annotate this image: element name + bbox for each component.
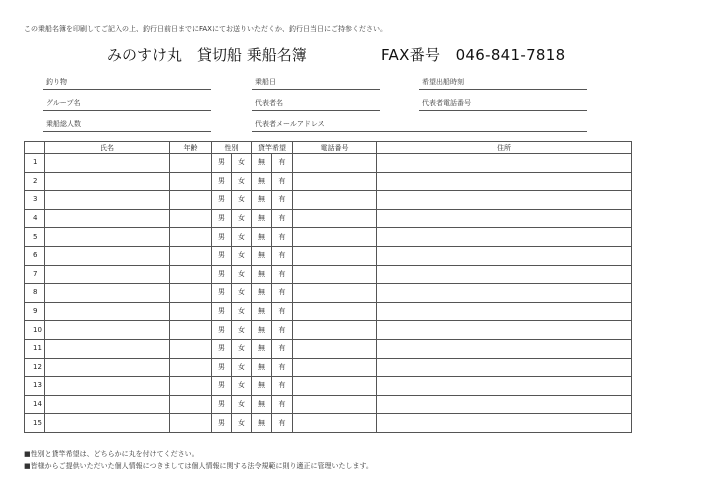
rental-yes-option[interactable]: 有 <box>272 265 293 284</box>
phone-cell[interactable] <box>293 377 377 396</box>
table-row <box>25 265 632 284</box>
age-cell[interactable] <box>170 395 212 414</box>
gender-female-option[interactable]: 女 <box>232 358 252 377</box>
gender-male-option[interactable]: 男 <box>212 339 232 358</box>
address-cell[interactable] <box>377 395 632 414</box>
address-cell[interactable] <box>377 339 632 358</box>
rental-yes-option[interactable]: 有 <box>272 284 293 303</box>
name-cell[interactable] <box>45 395 170 414</box>
row-number: 7 <box>25 265 45 284</box>
age-cell[interactable] <box>170 209 212 228</box>
address-cell[interactable] <box>377 191 632 210</box>
header-rental: 貸竿希望 <box>252 142 293 154</box>
table-row <box>25 395 632 414</box>
name-cell[interactable] <box>45 358 170 377</box>
gender-male-option[interactable]: 男 <box>212 414 232 433</box>
rental-no-option[interactable]: 無 <box>252 228 272 247</box>
fish-field[interactable] <box>43 77 211 90</box>
address-cell[interactable] <box>377 228 632 247</box>
gender-male-option[interactable]: 男 <box>212 246 232 265</box>
count-label: 乗船総人数 <box>46 120 81 128</box>
table-row <box>25 172 632 191</box>
rental-no-option[interactable]: 無 <box>252 172 272 191</box>
gender-female-option[interactable]: 女 <box>232 265 252 284</box>
rental-yes-option[interactable]: 有 <box>272 302 293 321</box>
footnote-privacy: ■皆様からご提供いただいた個人情報につきましては個人情報に関する法令規範に則り適正に管理いたします。 <box>24 462 373 470</box>
rental-yes-option[interactable]: 有 <box>272 154 293 173</box>
table-row <box>25 302 632 321</box>
gender-male-option[interactable]: 男 <box>212 228 232 247</box>
row-number: 14 <box>25 395 45 414</box>
age-cell[interactable] <box>170 154 212 173</box>
age-cell[interactable] <box>170 246 212 265</box>
rental-yes-option[interactable]: 有 <box>272 209 293 228</box>
rental-no-option[interactable]: 無 <box>252 246 272 265</box>
name-cell[interactable] <box>45 228 170 247</box>
group-label: グループ名 <box>46 99 81 107</box>
gender-male-option[interactable]: 男 <box>212 358 232 377</box>
table-row <box>25 377 632 396</box>
address-cell[interactable] <box>377 302 632 321</box>
phone-cell[interactable] <box>293 246 377 265</box>
phone-cell[interactable] <box>293 302 377 321</box>
name-cell[interactable] <box>45 154 170 173</box>
date-label: 乗船日 <box>255 78 276 86</box>
gender-female-option[interactable]: 女 <box>232 321 252 340</box>
name-cell[interactable] <box>45 414 170 433</box>
rental-yes-option[interactable]: 有 <box>272 377 293 396</box>
gender-female-option[interactable]: 女 <box>232 284 252 303</box>
phone-cell[interactable] <box>293 172 377 191</box>
age-cell[interactable] <box>170 284 212 303</box>
header-phone: 電話番号 <box>293 142 377 154</box>
age-cell[interactable] <box>170 358 212 377</box>
header-name: 氏名 <box>45 142 170 154</box>
table-row <box>25 209 632 228</box>
phone-cell[interactable] <box>293 395 377 414</box>
rental-no-option[interactable]: 無 <box>252 265 272 284</box>
gender-male-option[interactable]: 男 <box>212 172 232 191</box>
name-cell[interactable] <box>45 265 170 284</box>
address-cell[interactable] <box>377 154 632 173</box>
gender-female-option[interactable]: 女 <box>232 228 252 247</box>
row-number: 15 <box>25 414 45 433</box>
rental-no-option[interactable]: 無 <box>252 191 272 210</box>
gender-male-option[interactable]: 男 <box>212 321 232 340</box>
name-cell[interactable] <box>45 321 170 340</box>
row-number: 12 <box>25 358 45 377</box>
phone-cell[interactable] <box>293 284 377 303</box>
phone-cell[interactable] <box>293 265 377 284</box>
time-label: 希望出船時刻 <box>422 78 464 86</box>
gender-female-option[interactable]: 女 <box>232 191 252 210</box>
gender-female-option[interactable]: 女 <box>232 246 252 265</box>
table-row <box>25 154 632 173</box>
address-cell[interactable] <box>377 172 632 191</box>
gender-male-option[interactable]: 男 <box>212 209 232 228</box>
rep-phone-label: 代表者電話番号 <box>422 99 471 107</box>
address-cell[interactable] <box>377 284 632 303</box>
rental-no-option[interactable]: 無 <box>252 414 272 433</box>
rental-no-option[interactable]: 無 <box>252 358 272 377</box>
age-cell[interactable] <box>170 377 212 396</box>
rental-yes-option[interactable]: 有 <box>272 358 293 377</box>
rep-name-field[interactable] <box>252 98 380 111</box>
form-title: みのすけ丸 貸切船 乗船名簿 <box>107 46 307 64</box>
rep-phone-field[interactable] <box>419 98 587 111</box>
address-cell[interactable] <box>377 358 632 377</box>
gender-male-option[interactable]: 男 <box>212 377 232 396</box>
phone-cell[interactable] <box>293 228 377 247</box>
gender-female-option[interactable]: 女 <box>232 339 252 358</box>
instruction-note: この乗船名簿を印刷してご記入の上、釣行日前日までにFAXにてお送りいただくか、釣行日当日にご持参ください。 <box>24 25 387 33</box>
row-number: 2 <box>25 172 45 191</box>
address-cell[interactable] <box>377 265 632 284</box>
gender-male-option[interactable]: 男 <box>212 302 232 321</box>
address-cell[interactable] <box>377 209 632 228</box>
address-cell[interactable] <box>377 414 632 433</box>
time-field[interactable] <box>419 77 587 90</box>
gender-male-option[interactable]: 男 <box>212 284 232 303</box>
rental-no-option[interactable]: 無 <box>252 154 272 173</box>
row-number: 1 <box>25 154 45 173</box>
name-cell[interactable] <box>45 302 170 321</box>
rental-no-option[interactable]: 無 <box>252 321 272 340</box>
rental-yes-option[interactable]: 有 <box>272 228 293 247</box>
rental-no-option[interactable]: 無 <box>252 395 272 414</box>
fax-number: FAX番号 046-841-7818 <box>381 46 566 64</box>
phone-cell[interactable] <box>293 154 377 173</box>
header-number <box>25 142 45 154</box>
name-cell[interactable] <box>45 377 170 396</box>
header-address: 住所 <box>377 142 632 154</box>
table-row <box>25 339 632 358</box>
rep-email-label: 代表者メールアドレス <box>255 120 325 128</box>
gender-male-option[interactable]: 男 <box>212 154 232 173</box>
age-cell[interactable] <box>170 265 212 284</box>
address-cell[interactable] <box>377 321 632 340</box>
rep-name-label: 代表者名 <box>255 99 283 107</box>
table-row <box>25 191 632 210</box>
address-cell[interactable] <box>377 377 632 396</box>
gender-female-option[interactable]: 女 <box>232 209 252 228</box>
table-row <box>25 321 632 340</box>
rental-yes-option[interactable]: 有 <box>272 191 293 210</box>
rental-yes-option[interactable]: 有 <box>272 339 293 358</box>
age-cell[interactable] <box>170 172 212 191</box>
rental-no-option[interactable]: 無 <box>252 377 272 396</box>
gender-male-option[interactable]: 男 <box>212 191 232 210</box>
table-header-row <box>25 142 632 154</box>
gender-female-option[interactable]: 女 <box>232 172 252 191</box>
phone-cell[interactable] <box>293 191 377 210</box>
row-number: 9 <box>25 302 45 321</box>
rep-email-field[interactable] <box>252 119 587 132</box>
age-cell[interactable] <box>170 321 212 340</box>
fish-label: 釣り物 <box>46 78 67 86</box>
name-cell[interactable] <box>45 246 170 265</box>
footnote-circle-instruction: ■性別と貸竿希望は、どちらかに丸を付けてください。 <box>24 450 199 458</box>
table-row <box>25 284 632 303</box>
rental-no-option[interactable]: 無 <box>252 302 272 321</box>
row-number: 5 <box>25 228 45 247</box>
table-row <box>25 228 632 247</box>
rental-yes-option[interactable]: 有 <box>272 414 293 433</box>
gender-female-option[interactable]: 女 <box>232 414 252 433</box>
rental-no-option[interactable]: 無 <box>252 284 272 303</box>
gender-female-option[interactable]: 女 <box>232 395 252 414</box>
row-number: 6 <box>25 246 45 265</box>
count-field[interactable] <box>43 119 211 132</box>
row-number: 13 <box>25 377 45 396</box>
table-row <box>25 246 632 265</box>
phone-cell[interactable] <box>293 339 377 358</box>
header-gender: 性別 <box>212 142 252 154</box>
row-number: 11 <box>25 339 45 358</box>
age-cell[interactable] <box>170 191 212 210</box>
row-number: 8 <box>25 284 45 303</box>
rental-yes-option[interactable]: 有 <box>272 395 293 414</box>
phone-cell[interactable] <box>293 209 377 228</box>
gender-male-option[interactable]: 男 <box>212 395 232 414</box>
phone-cell[interactable] <box>293 358 377 377</box>
header-age: 年齢 <box>170 142 212 154</box>
gender-female-option[interactable]: 女 <box>232 154 252 173</box>
rental-no-option[interactable]: 無 <box>252 339 272 358</box>
rental-yes-option[interactable]: 有 <box>272 172 293 191</box>
table-row <box>25 358 632 377</box>
name-cell[interactable] <box>45 191 170 210</box>
date-field[interactable] <box>252 77 380 90</box>
phone-cell[interactable] <box>293 321 377 340</box>
age-cell[interactable] <box>170 228 212 247</box>
group-field[interactable] <box>43 98 211 111</box>
gender-female-option[interactable]: 女 <box>232 302 252 321</box>
address-cell[interactable] <box>377 246 632 265</box>
passenger-table <box>24 141 632 433</box>
name-cell[interactable] <box>45 339 170 358</box>
table-row <box>25 414 632 433</box>
age-cell[interactable] <box>170 414 212 433</box>
row-number: 4 <box>25 209 45 228</box>
row-number: 10 <box>25 321 45 340</box>
phone-cell[interactable] <box>293 414 377 433</box>
rental-yes-option[interactable]: 有 <box>272 246 293 265</box>
gender-female-option[interactable]: 女 <box>232 377 252 396</box>
rental-yes-option[interactable]: 有 <box>272 321 293 340</box>
name-cell[interactable] <box>45 284 170 303</box>
rental-no-option[interactable]: 無 <box>252 209 272 228</box>
gender-male-option[interactable]: 男 <box>212 265 232 284</box>
age-cell[interactable] <box>170 339 212 358</box>
name-cell[interactable] <box>45 209 170 228</box>
row-number: 3 <box>25 191 45 210</box>
name-cell[interactable] <box>45 172 170 191</box>
age-cell[interactable] <box>170 302 212 321</box>
